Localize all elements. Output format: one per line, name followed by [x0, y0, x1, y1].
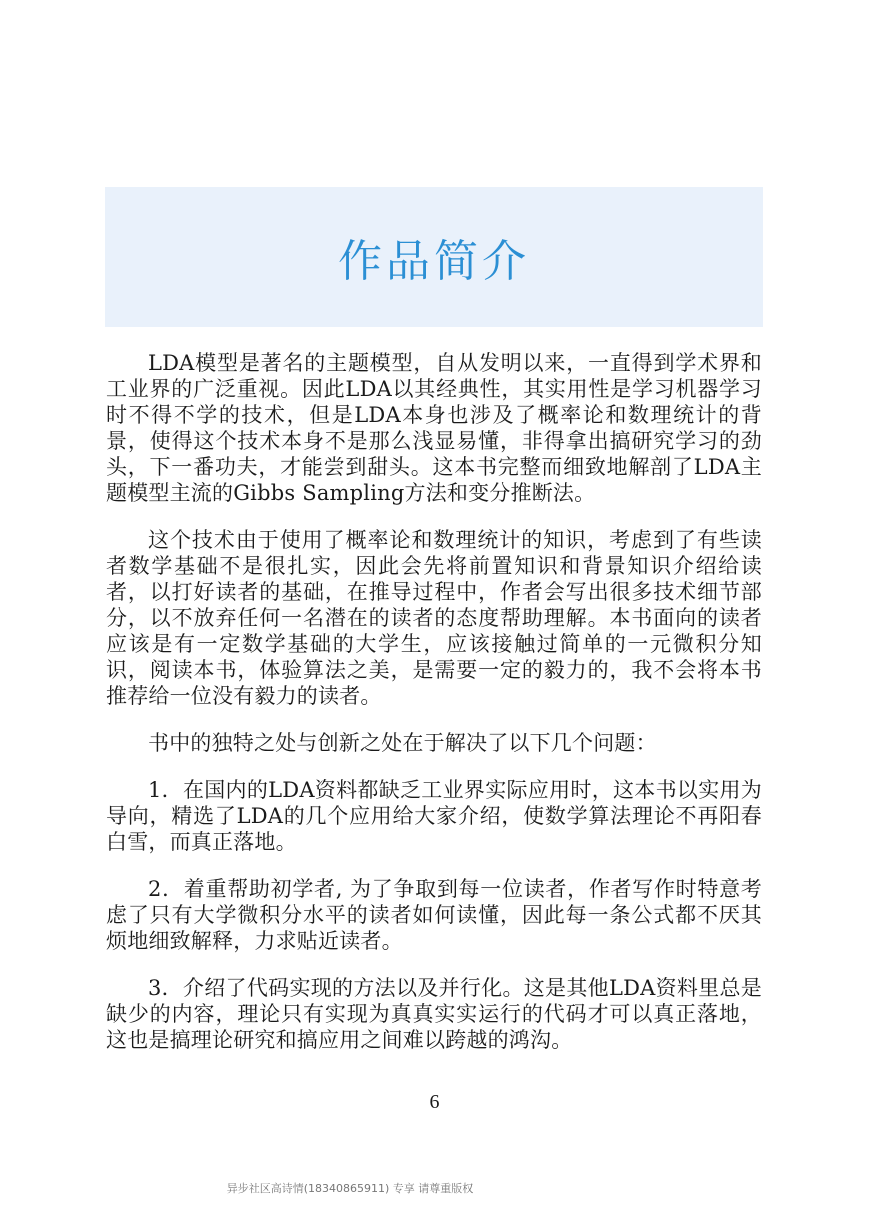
paragraph-features-lead: 书中的独特之处与创新之处在于解决了以下几个问题：: [148, 731, 657, 755]
paragraph-feature-3: 3．介绍了代码实现的方法以及并行化。这是其他LDA资料里总是缺少的内容，理论只有实现为真真实实运行的代码才可以真正落地，这也是搞理论研究和搞应用之间难以跨越的鸿沟。: [106, 976, 762, 1052]
copyright-footer: 异步社区高诗情(18340865911) 专享 请尊重版权: [226, 1182, 474, 1195]
paragraph-audience: 这个技术由于使用了概率论和数理统计的知识，考虑到了有些读者数学基础不是很扎实，因此会先将前置知识和背景知识介绍给读者，以打好读者的基础，在推导过程中，作者会写出很多技术细节部分，以不放弃任何一名潜在的读者的态度帮助理解。本书面向的读者应该是有一定数学基础的大学生，应该接触过简单的一元微积分知识，阅读本书，体验算法之美，是需要一定的毅力的，我不会将本书推荐给一位没有毅力的读者。: [106, 528, 762, 708]
paragraph-feature-1: 1．在国内的LDA资料都缺乏工业界实际应用时，这本书以实用为导向，精选了LDA的几个应用给大家介绍，使数学算法理论不再阳春白雪，而真正落地。: [106, 778, 762, 854]
page-number: 6: [429, 1091, 440, 1113]
page-title: 作品简介: [338, 236, 530, 287]
intro-body: [106, 350, 762, 1074]
paragraph-feature-2: 2．着重帮助初学者, 为了争取到每一位读者，作者写作时特意考虑了只有大学微积分水平的读者如何读懂，因此每一条公式都不厌其烦地细致解释，力求贴近读者。: [106, 877, 762, 953]
title-banner: [105, 187, 763, 327]
paragraph-intro: LDA模型是著名的主题模型，自从发明以来，一直得到学术界和工业界的广泛重视。因此LDA以其经典性，其实用性是学习机器学习时不得不学的技术，但是LDA本身也涉及了概率论和数理统计的背景，使得这个技术本身不是那么浅显易懂，非得拿出搞研究学习的劲头，下一番功夫，才能尝到甜头。这本书完整而细致地解剖了LDA主题模型主流的Gibbs Sampling方法和变分推断法。: [106, 351, 762, 505]
